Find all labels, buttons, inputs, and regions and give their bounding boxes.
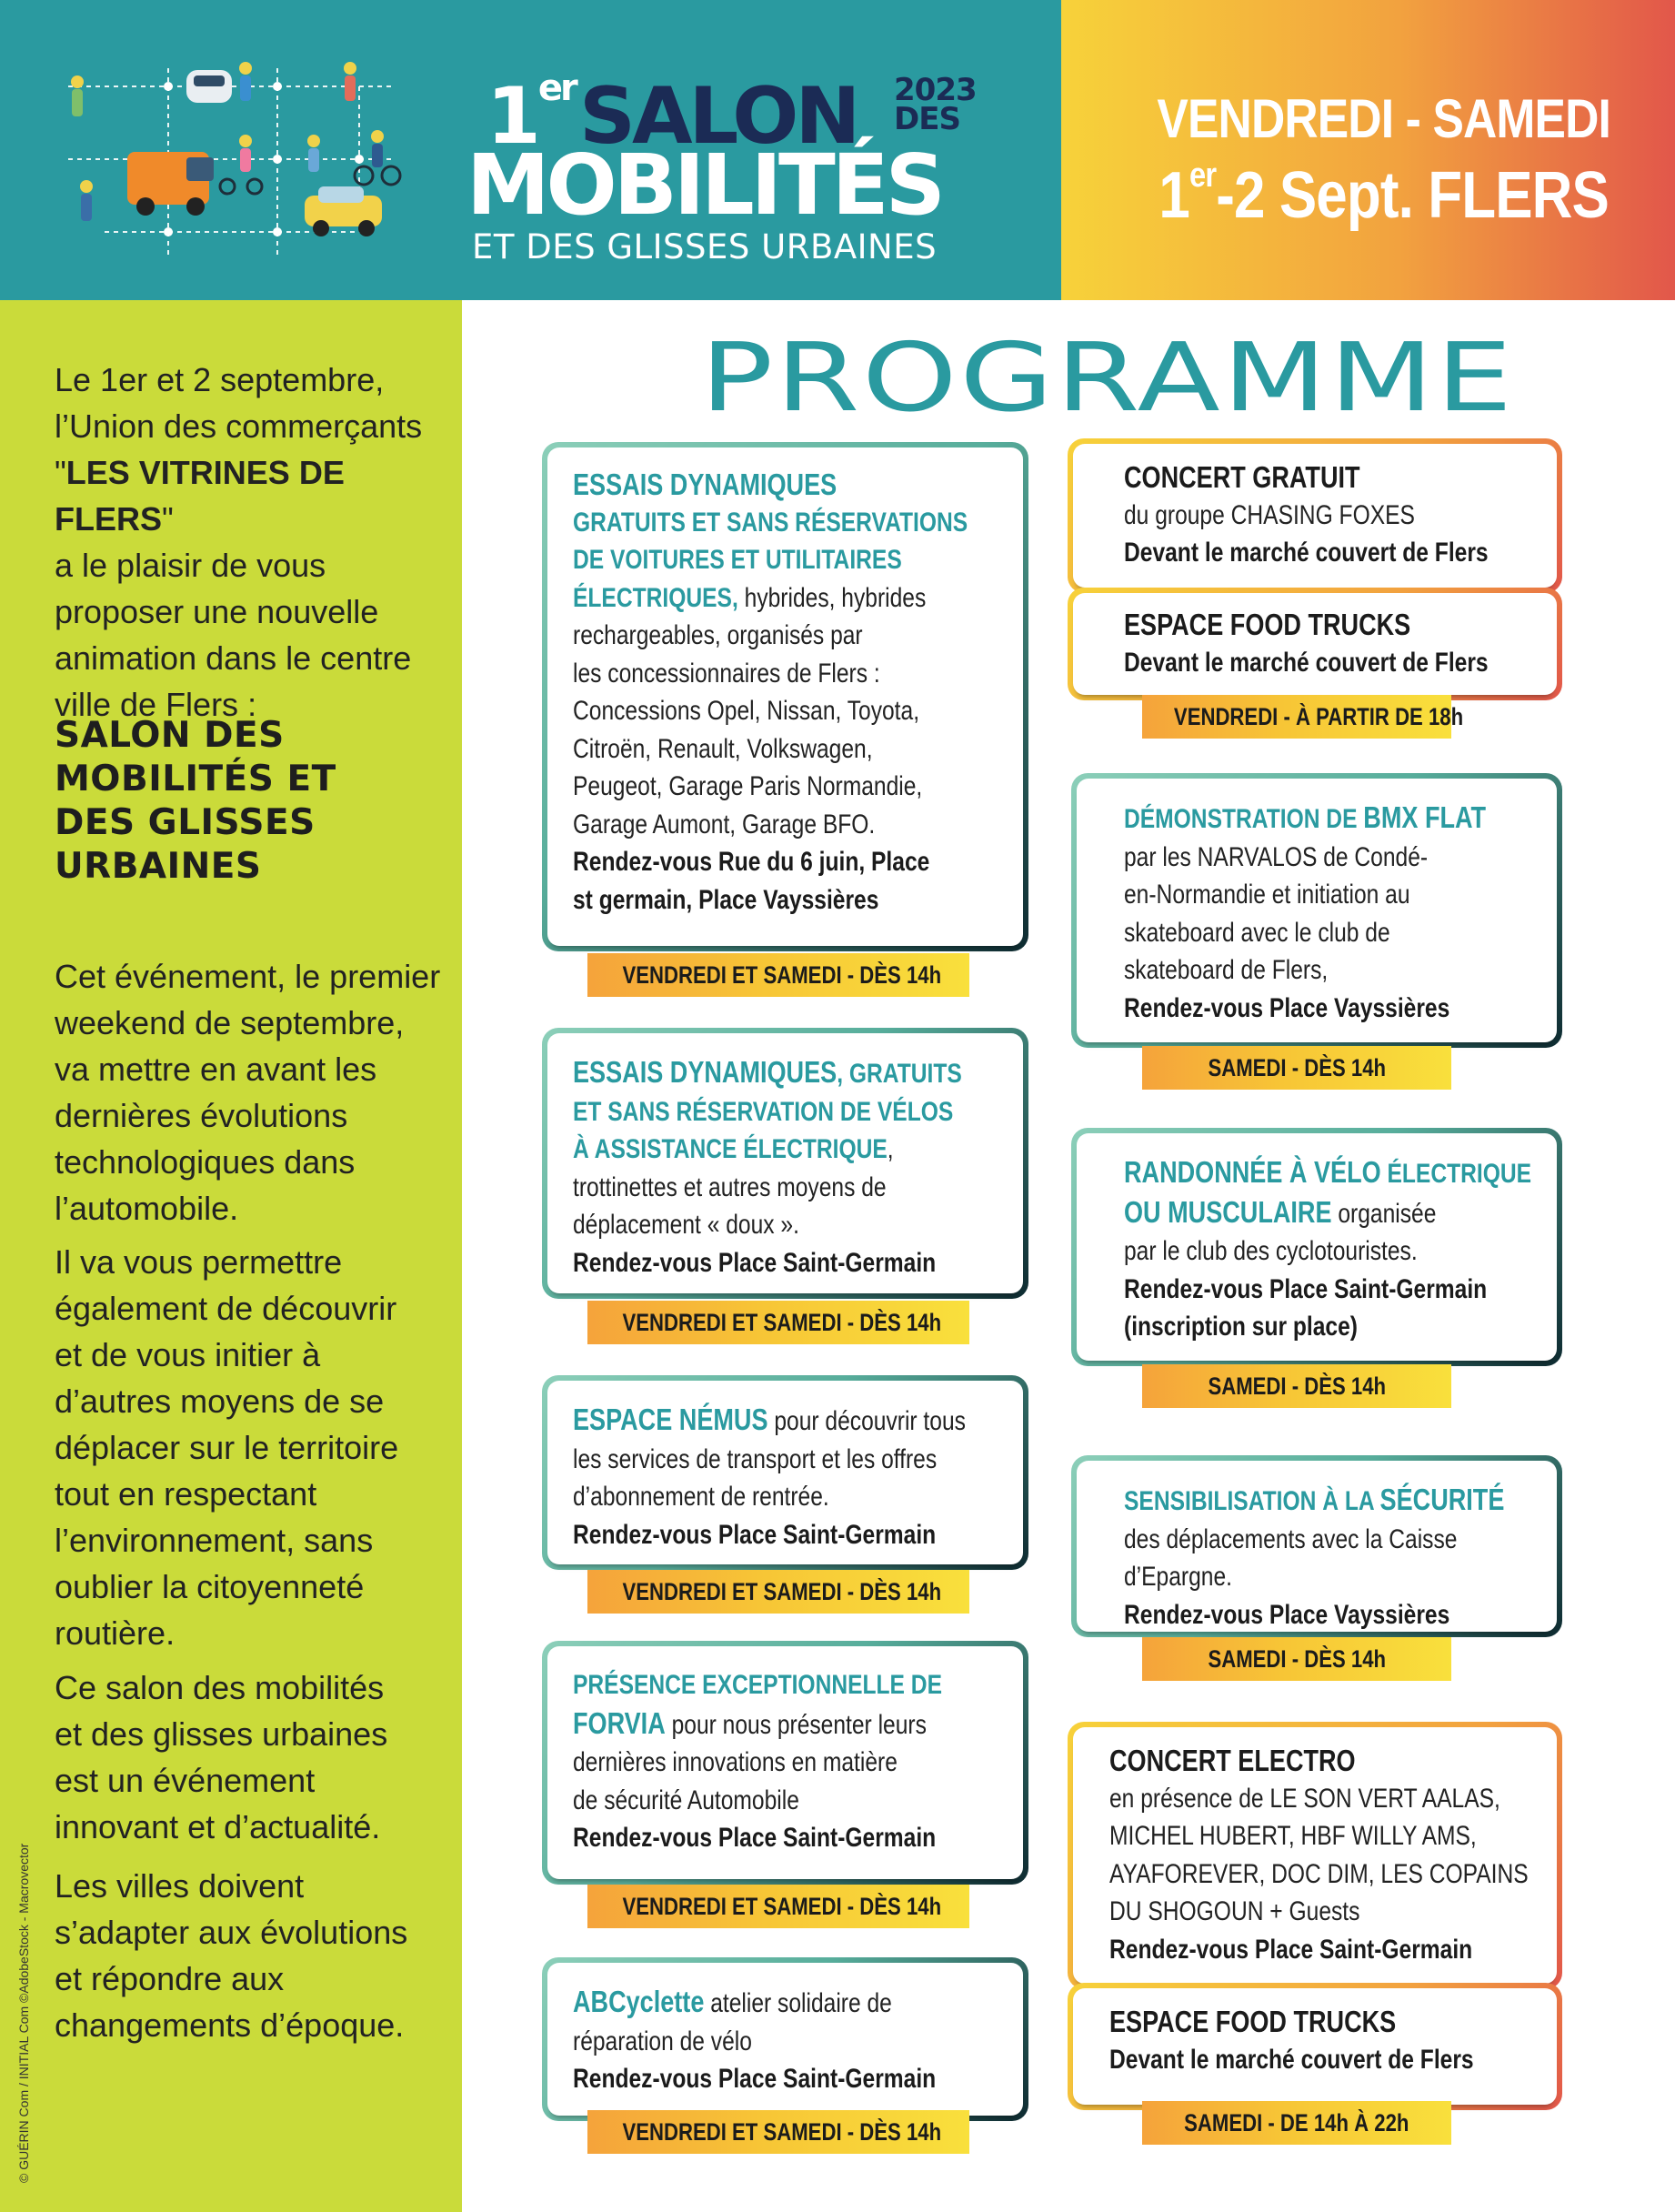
title-des: DES xyxy=(894,101,960,137)
event-card-safety: SENSIBILISATION À LA SÉCURITÉ des déplacements avec la Caisse d’Epargne. Rendez-vous Place Vayssières xyxy=(1071,1455,1562,1637)
event-card-abcyclette: ABCyclette atelier solidaire de réparation de vélo Rendez-vous Place Saint-Germain xyxy=(542,1957,1028,2121)
intro-paragraph: Le 1er et 2 septembre, l’Union des commerçants "LES VITRINES DE FLERS" a le plaisir de vous proposer une nouvelle animation dans le centre ville de Flers : xyxy=(55,361,423,723)
image-credit: © GUÉRIN Com / INITIAL Com ©AdobeStock - Macrovector xyxy=(16,1843,31,2183)
event-card-car-trials: ESSAIS DYNAMIQUES GRATUITS ET SANS RÉSERVATIONS DE VOITURES ET UTILITAIRES ÉLECTRIQUES, hybrides, hybrides rechargeables, organisés par les concessionnaires de Flers : Concessions Opel, Nissan, Toyota, Citroën, Renault, Volkswagen, Peugeot, Garage Paris Normandie, Garage Aumont, Garage BFO. Rendez-vous Rue du 6 juin, Place st germain, Place Vayssières xyxy=(542,442,1028,951)
event-card-ebike-trials: ESSAIS DYNAMIQUES, GRATUITS ET SANS RÉSERVATION DE VÉLOS À ASSISTANCE ÉLECTRIQUE, trottinettes et autres moyens de déplacement « doux ». Rendez-vous Place Saint-Germain xyxy=(542,1028,1028,1299)
organizer-name: LES VITRINES DE FLERS xyxy=(55,454,345,538)
schedule-tag: SAMEDI - DÈS 14h xyxy=(1142,1637,1451,1681)
programme-title: PROGRAMME xyxy=(700,322,1515,433)
event-card-bike-ride: RANDONNÉE À VÉLO ÉLECTRIQUE OU MUSCULAIRE organisée par le club des cyclotouristes. Rendez-vous Place Saint-Germain (inscription sur place) xyxy=(1071,1128,1562,1366)
sidebar-paragraph-1: Cet événement, le premier weekend de septembre, va mettre en avant les dernières évolutions technologiques dans l’automobile. xyxy=(55,958,441,1227)
event-title xyxy=(459,55,1041,273)
event-card-concert: CONCERT GRATUIT du groupe CHASING FOXES Devant le marché couvert de Flers xyxy=(1068,438,1562,593)
event-date-place: 1er-2 Sept. FLERS xyxy=(1158,156,1609,232)
schedule-tag: VENDREDI ET SAMEDI - DÈS 14h xyxy=(587,1885,969,1928)
event-card-food-trucks-friday: ESPACE FOOD TRUCKS Devant le marché couvert de Flers xyxy=(1068,588,1562,700)
title-mobilites: MOBILITÉS xyxy=(466,136,942,234)
mobility-illustration xyxy=(50,50,414,268)
event-card-forvia: PRÉSENCE EXCEPTIONNELLE DE FORVIA pour nous présenter leurs dernières innovations en matière de sécurité Automobile Rendez-vous Place Saint-Germain xyxy=(542,1641,1028,1885)
schedule-tag: VENDREDI ET SAMEDI - DÈS 14h xyxy=(587,1301,969,1344)
title-ordinal: 1er xyxy=(486,67,576,162)
intro-sidebar xyxy=(0,300,462,2212)
title-salon: SALON xyxy=(579,71,858,162)
schedule-tag: SAMEDI - DE 14h À 22h xyxy=(1142,2101,1451,2145)
sidebar-paragraph-3: Ce salon des mobilités et des glisses urbaines est un événement innovant et d’actualité. xyxy=(55,1669,388,1845)
title-year: 2023 xyxy=(894,72,977,108)
event-card-bmx: DÉMONSTRATION DE BMX FLAT par les NARVALOS de Condé- en-Normandie et initiation au skateboard avec le club de skateboard de Flers, Rendez-vous Place Vayssières xyxy=(1071,773,1562,1048)
event-dates-banner xyxy=(1061,0,1675,300)
schedule-tag: SAMEDI - DÈS 14h xyxy=(1142,1046,1451,1090)
sidebar-paragraph-2: Il va vous permettre également de découvrir et de vous initier à d’autres moyens de se déplacer sur le territoire tout en respectant l’environnement, sans oublier la citoyenneté routière. xyxy=(55,1243,399,1652)
schedule-tag: SAMEDI - DÈS 14h xyxy=(1142,1364,1451,1408)
event-card-electro-concert: CONCERT ELECTRO en présence de LE SON VERT AALAS, MICHEL HUBERT, HBF WILLY AMS, AYAFOREVER, DOC DIM, LES COPAINS DU SHOGOUN + Guests Rendez-vous Place Saint-Germain xyxy=(1068,1722,1562,1989)
event-card-food-trucks-saturday: ESPACE FOOD TRUCKS Devant le marché couvert de Flers xyxy=(1068,1983,1562,2110)
sidebar-heading: SALON DES MOBILITÉS ET DES GLISSES URBAINES xyxy=(55,715,336,887)
schedule-tag: VENDREDI - À PARTIR DE 18h xyxy=(1142,695,1451,739)
schedule-tag: VENDREDI ET SAMEDI - DÈS 14h xyxy=(587,1570,969,1614)
header-banner xyxy=(0,0,1061,300)
sidebar-paragraph-4: Les villes doivent s’adapter aux évolutions et répondre aux changements d’époque. xyxy=(55,1867,408,2044)
event-card-nemus: ESPACE NÉMUS pour découvrir tous les services de transport et les offres d’abonnement de rentrée. Rendez-vous Place Saint-Germain xyxy=(542,1375,1028,1570)
event-days: VENDREDI - SAMEDI xyxy=(1157,88,1610,149)
schedule-tag: VENDREDI ET SAMEDI - DÈS 14h xyxy=(587,2110,969,2154)
title-subtitle: ET DES GLISSES URBAINES xyxy=(472,227,938,266)
schedule-tag: VENDREDI ET SAMEDI - DÈS 14h xyxy=(587,953,969,997)
